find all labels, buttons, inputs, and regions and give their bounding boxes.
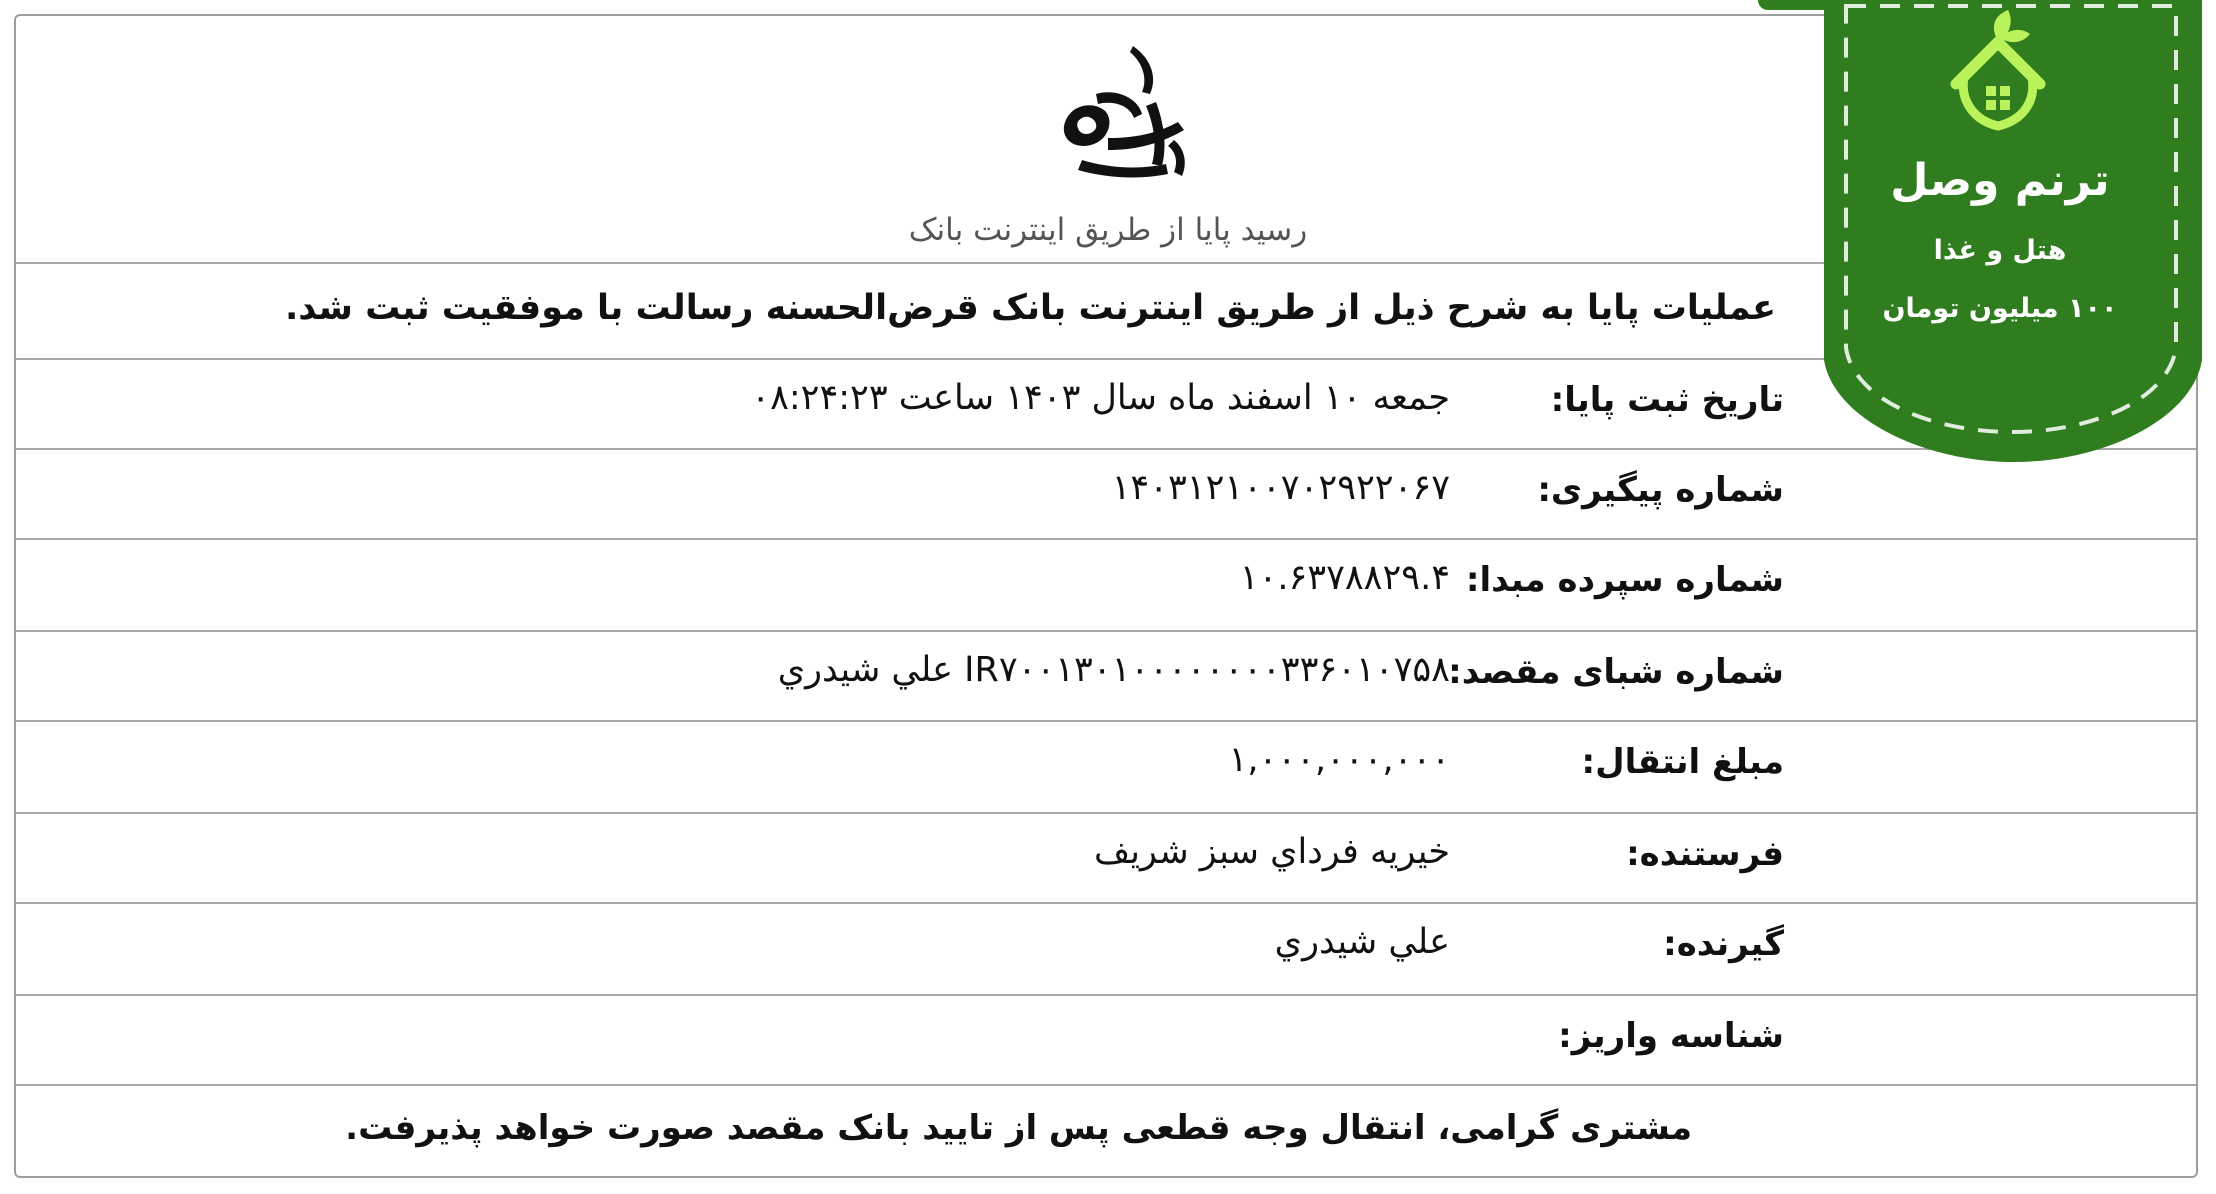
field-row-receiver	[16, 902, 2196, 994]
field-row-amount	[16, 720, 2196, 812]
field-value: علي شيدري	[1274, 922, 1450, 962]
field-label: تاریخ ثبت پایا:	[1550, 380, 1784, 420]
badge-subtitle: هتل و غذا	[1933, 235, 2067, 266]
field-label: شماره شبای مقصد:	[1448, 652, 1784, 692]
field-value: ۱۰.۶۳۷۸۸۲۹.۴	[1239, 558, 1450, 598]
field-label: شناسه واریز:	[1558, 1016, 1784, 1056]
field-value: ۱۴۰۳۱۲۱۰۰۷۰۲۹۲۲۰۶۷	[1111, 468, 1450, 508]
receipt-subtitle: رسید پایا از طریق اینترنت بانک	[908, 212, 1308, 248]
field-label: گیرنده:	[1663, 924, 1784, 964]
field-label: شماره سپرده مبدا:	[1465, 560, 1784, 600]
field-value: خيريه فرداي سبز شريف	[1094, 832, 1450, 872]
receipt-footer-note: مشتری گرامی، انتقال وجه قطعی پس از تایید بانک مقصد صورت خواهد پذیرفت.	[345, 1108, 1692, 1148]
field-row-destination-iban	[16, 630, 2196, 720]
field-label: فرستنده:	[1626, 834, 1784, 874]
receipt-footer-row	[16, 1084, 2196, 1178]
field-value: جمعه ۱۰ اسفند ماه سال ۱۴۰۳ ساعت ۰۸:۲۴:۲۳	[751, 378, 1450, 418]
badge-title: ترنم وصل	[1890, 155, 2110, 206]
field-value: ۱,۰۰۰,۰۰۰,۰۰۰	[1228, 740, 1450, 780]
field-label: مبلغ انتقال:	[1581, 742, 1784, 782]
field-value: IR۷۰۰۱۳۰۱۰۰۰۰۰۰۰۰۳۳۶۰۱۰۷۵۸ علي شيدري	[777, 650, 1450, 690]
badge-amount: ۱۰۰ میلیون تومان	[1882, 293, 2118, 324]
field-row-sender	[16, 812, 2196, 902]
bank-logo-icon	[1038, 42, 1208, 192]
receipt-title: عملیات پایا به شرح ذیل از طریق اینترنت بانک قرض‌الحسنه رسالت با موفقیت ثبت شد.	[285, 288, 1776, 328]
field-label: شماره پیگیری:	[1537, 470, 1784, 510]
field-row-source-account	[16, 538, 2196, 630]
field-row-deposit-id	[16, 994, 2196, 1084]
